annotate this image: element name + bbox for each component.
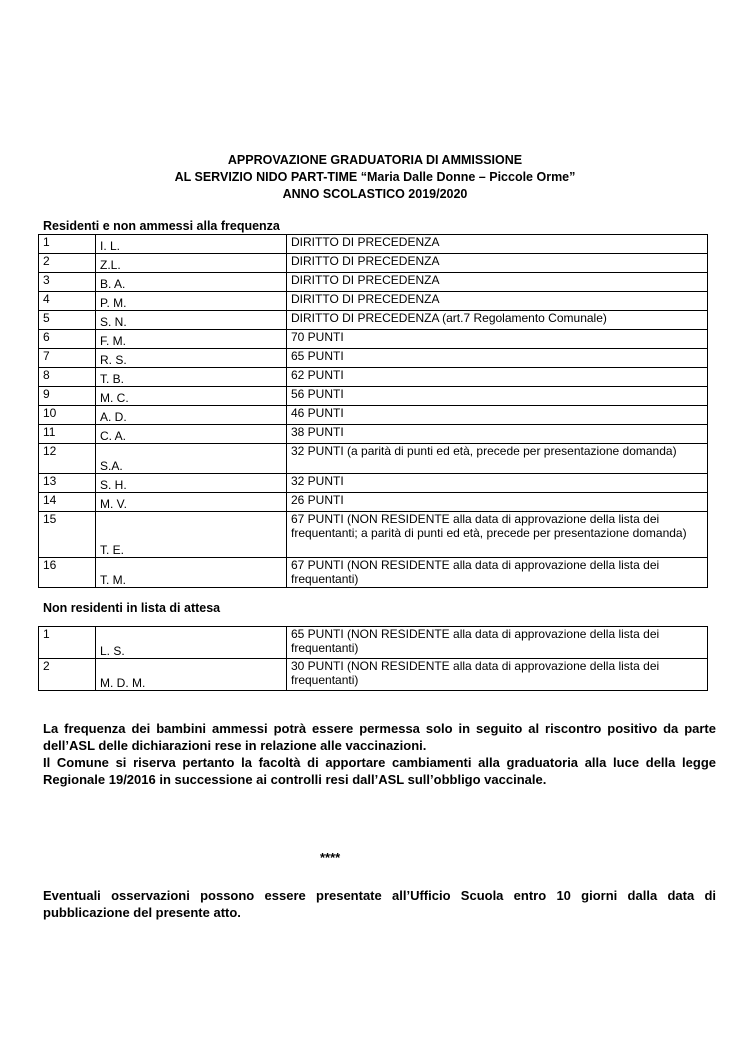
row-name: I. L. [96, 235, 287, 254]
note-osservazioni: Eventuali osservazioni possono essere presentate all’Ufficio Scuola entro 10 giorni dalla data di pubblicazione del presente atto. [43, 888, 716, 920]
row-value: 65 PUNTI [287, 349, 708, 368]
note-riserva-comune: Il Comune si riserva pertanto la facoltà di apportare cambiamenti alla graduatoria alla luce della legge Regionale 19/2016 in successione ai controlli resi dall’ASL sull’obbligo vaccinale. [43, 755, 716, 787]
row-number: 15 [39, 512, 96, 558]
table-row [39, 330, 708, 349]
row-value: 46 PUNTI [287, 406, 708, 425]
table-row [39, 493, 708, 512]
row-value: 38 PUNTI [287, 425, 708, 444]
row-number: 4 [39, 292, 96, 311]
row-name: R. S. [96, 349, 287, 368]
row-name: Z.L. [96, 254, 287, 273]
table-row [39, 444, 708, 474]
table-row [39, 387, 708, 406]
notes-block [43, 720, 716, 788]
row-name: S. N. [96, 311, 287, 330]
row-number: 5 [39, 311, 96, 330]
row-name: T. E. [96, 512, 287, 558]
row-number: 14 [39, 493, 96, 512]
row-name: S.A. [96, 444, 287, 474]
row-number: 6 [39, 330, 96, 349]
row-number: 1 [39, 235, 96, 254]
table-row [39, 558, 708, 588]
row-name: M. C. [96, 387, 287, 406]
row-value: 70 PUNTI [287, 330, 708, 349]
table-row [39, 235, 708, 254]
row-number: 2 [39, 659, 96, 691]
row-name: P. M. [96, 292, 287, 311]
note-vaccinazioni: La frequenza dei bambini ammessi potrà essere permessa solo in seguito al riscontro positivo da parte dell’ASL delle dichiarazioni rese in relazione alle vaccinazioni. [43, 721, 716, 753]
table-row [39, 254, 708, 273]
document-title [0, 152, 750, 203]
table-row [39, 659, 708, 691]
row-number: 9 [39, 387, 96, 406]
row-value: DIRITTO DI PRECEDENZA [287, 273, 708, 292]
row-value: DIRITTO DI PRECEDENZA [287, 235, 708, 254]
row-value: 62 PUNTI [287, 368, 708, 387]
section-non-residenti-title: Non residenti in lista di attesa [43, 601, 221, 615]
table-row [39, 512, 708, 558]
row-number: 2 [39, 254, 96, 273]
row-value: 56 PUNTI [287, 387, 708, 406]
section-residenti-title: Residenti e non ammessi alla frequenza [43, 219, 280, 233]
row-value: 32 PUNTI (a parità di punti ed età, precede per presentazione domanda) [287, 444, 708, 474]
row-number: 7 [39, 349, 96, 368]
row-number: 11 [39, 425, 96, 444]
row-value: 30 PUNTI (NON RESIDENTE alla data di approvazione della lista dei frequentanti) [287, 659, 708, 691]
title-line-2: AL SERVIZIO NIDO PART-TIME “Maria Dalle Donne – Piccole Orme” [174, 170, 576, 184]
table-row [39, 368, 708, 387]
row-name: A. D. [96, 406, 287, 425]
row-name: M. V. [96, 493, 287, 512]
separator-stars: **** [320, 850, 341, 865]
table-row [39, 349, 708, 368]
row-name: F. M. [96, 330, 287, 349]
table-row [39, 406, 708, 425]
row-name: B. A. [96, 273, 287, 292]
table-row [39, 627, 708, 659]
row-number: 8 [39, 368, 96, 387]
row-number: 3 [39, 273, 96, 292]
ranking-table-non-residenti [38, 626, 708, 691]
table-row [39, 273, 708, 292]
row-name: T. B. [96, 368, 287, 387]
table-row [39, 311, 708, 330]
row-name: M. D. M. [96, 659, 287, 691]
title-line-3: ANNO SCOLASTICO 2019/2020 [282, 187, 468, 201]
row-value: 67 PUNTI (NON RESIDENTE alla data di approvazione della lista dei frequentanti; a parità di punti ed età, precede per presentazione domanda) [287, 512, 708, 558]
row-value: 32 PUNTI [287, 474, 708, 493]
row-name: C. A. [96, 425, 287, 444]
row-value: 26 PUNTI [287, 493, 708, 512]
row-name: S. H. [96, 474, 287, 493]
row-value: DIRITTO DI PRECEDENZA (art.7 Regolamento Comunale) [287, 311, 708, 330]
row-value: DIRITTO DI PRECEDENZA [287, 292, 708, 311]
row-name: T. M. [96, 558, 287, 588]
row-number: 16 [39, 558, 96, 588]
row-value: 67 PUNTI (NON RESIDENTE alla data di approvazione della lista dei frequentanti) [287, 558, 708, 588]
row-name: L. S. [96, 627, 287, 659]
row-number: 10 [39, 406, 96, 425]
ranking-table-residenti [38, 234, 708, 588]
row-number: 1 [39, 627, 96, 659]
title-line-1: APPROVAZIONE GRADUATORIA DI AMMISSIONE [227, 153, 523, 167]
row-value: DIRITTO DI PRECEDENZA [287, 254, 708, 273]
table-row [39, 474, 708, 493]
row-number: 12 [39, 444, 96, 474]
row-value: 65 PUNTI (NON RESIDENTE alla data di approvazione della lista dei frequentanti) [287, 627, 708, 659]
table-row [39, 425, 708, 444]
table-row [39, 292, 708, 311]
row-number: 13 [39, 474, 96, 493]
